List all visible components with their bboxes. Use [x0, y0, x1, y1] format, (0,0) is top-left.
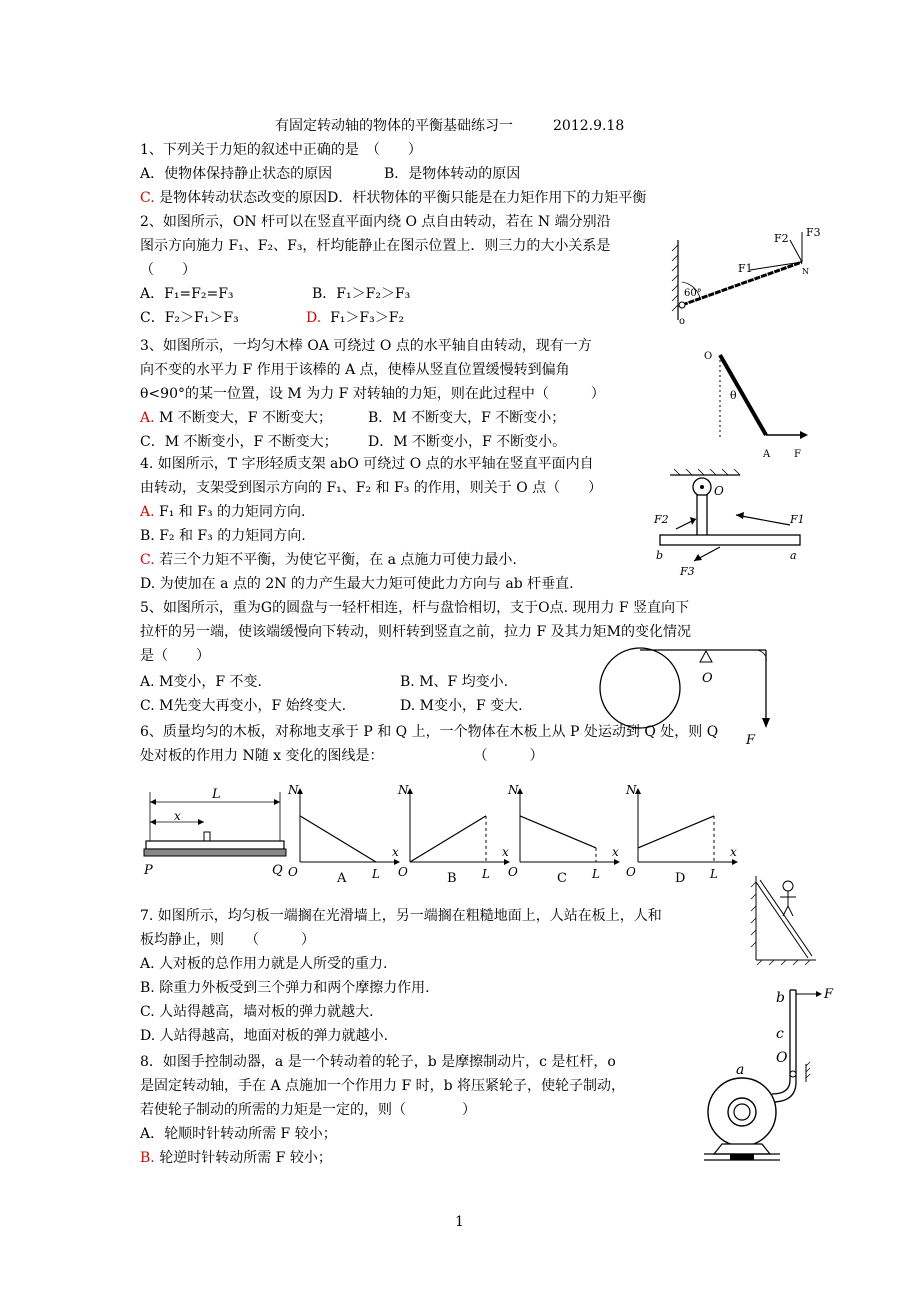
q6-answer-paren: （ ）	[473, 748, 544, 764]
q3-option-d: D．M 不断变小，F 不断变小。	[368, 434, 567, 450]
q5-option-d: D. M变小，F 变大.	[400, 698, 523, 714]
q8-label-a: a	[736, 1062, 745, 1078]
q2-line2: 图示方向施力 F₁、F₂、F₃，杆均能静止在图示位置上．则三力的大小关系是	[140, 238, 611, 254]
graph-n-label: N	[508, 783, 519, 797]
q8-line2: 是固定转动轴，手在 A 点施加一个作用力 F 时，b 将压紧轮子，使轮子制动，	[140, 1078, 626, 1094]
q8-option-b: B. 轮逆时针转动所需 F 较小；	[140, 1150, 332, 1166]
q6-line1: 6、质量均匀的木板，对称地支承于 P 和 Q 上，一个物体在木板上从 P 处运动到 Q 处，则 Q	[140, 724, 719, 740]
q4-option-d: D. 为使加在 a 点的 2N 的力产生最大力矩可使此力方向与 ab 杆垂直.	[140, 576, 574, 592]
q2-option-c: C．F₂＞F₁＞F₃	[140, 310, 239, 326]
q7-option-c: C. 人站得越高，墙对板的弹力就越大.	[140, 1004, 374, 1020]
q8-line3: 若使轮子制动的所需的力矩是一定的，则（ ）	[140, 1102, 476, 1118]
graph-option-B: B	[447, 871, 457, 886]
graph-o-label: O	[398, 865, 408, 879]
q2-figure	[660, 220, 830, 330]
q8-line1: 8．如图手控制动器，a 是一个转动着的轮子，b 是摩擦制动片，c 是杠杆，o	[140, 1054, 616, 1070]
q3-label-f: F	[794, 449, 801, 460]
q4-line2: 由转动，支架受到图示方向的 F₁、F₂ 和 F₃ 的作用，则关于 O 点（ ）	[140, 480, 603, 496]
q3-option-a: A. M 不断变大，F 不断变大；	[140, 410, 332, 426]
q8-option-a: A．轮顺时针转动所需 F 较小；	[140, 1126, 337, 1142]
q2-line3: （ ）	[140, 262, 196, 278]
q8-label-f: F	[824, 987, 834, 1002]
date: 2012.9.18	[553, 118, 625, 134]
q4-label-o: O	[714, 484, 724, 498]
q5-option-c: C. M先变大再变小，F 始终变大.	[140, 698, 347, 714]
graph-x-label: x	[502, 845, 509, 859]
graph-l-label: L	[710, 867, 718, 881]
q4-line1: 4. 如图所示，T 字形轻质支架 abO 可绕过 O 点的水平轴在竖直平面内自	[140, 456, 594, 472]
q3-line3: θ<90°的某一位置，设 M 为力 F 对转轴的力矩，则在此过程中（ ）	[140, 386, 605, 402]
q3-label-o: O	[704, 351, 713, 362]
q5-option-a: A. M变小，F 不变.	[140, 674, 262, 690]
q4-label-f3: F3	[680, 565, 695, 578]
q6-label-p: P	[144, 863, 153, 878]
q4-label-b: b	[656, 549, 664, 562]
graph-l-label: L	[592, 867, 600, 881]
q4-option-b: B. F₂ 和 F₃ 的力矩同方向.	[140, 528, 306, 544]
q5-label-f: F	[746, 733, 756, 748]
q3-option-c: C．M 不断变小，F 不断变大；	[140, 434, 338, 450]
graph-option-D: D	[675, 871, 686, 886]
q3-label-theta: θ	[730, 389, 737, 402]
q3-line1: 3、如图所示，一均匀木棒 OA 可绕过 O 点的水平轴自由转动，现有一方	[140, 338, 592, 354]
q4-figure	[640, 465, 820, 585]
q5-line1: 5、如图所示，重为G的圆盘与一轻杆相连，杆与盘恰相切，支于O点. 现用力 F 竖直向下	[140, 600, 690, 616]
q3-figure	[690, 345, 820, 465]
graph-o-label: O	[508, 865, 518, 879]
q5-label-o: O	[702, 671, 713, 686]
graph-option-A: A	[337, 871, 347, 886]
q2-label-f2: F2	[774, 232, 789, 245]
q4-label-a: a	[790, 549, 797, 562]
graph-o-label: O	[288, 865, 298, 879]
q7-option-a: A. 人对板的总作用力就是人所受的重力.	[140, 956, 388, 972]
q6-line2: 处对板的作用力 N随 x 变化的图线是： （ ）	[140, 748, 544, 764]
q2-option-d: D. F₁＞F₃＞F₂	[306, 310, 405, 326]
q1-stem: 1、下列关于力矩的叙述中正确的是 （ ）	[140, 142, 422, 158]
q6-figure	[140, 782, 750, 892]
q7-figure	[750, 872, 820, 972]
q3-line2: 向不变的水平力 F 作用于该棒的 A 点，使棒从竖直位置缓慢转到偏角	[140, 362, 570, 378]
graph-n-label: N	[398, 783, 409, 797]
q5-line3: 是（ ）	[140, 648, 210, 664]
q4-label-f2: F2	[654, 513, 669, 526]
q3-label-a: A	[763, 449, 771, 460]
q3-option-b: B．M 不断变大，F 不断变小；	[368, 410, 566, 426]
q4-option-a: A. F₁ 和 F₃ 的力矩同方向.	[140, 504, 306, 520]
graph-line-A	[300, 816, 376, 862]
q2-label-f3: F3	[806, 226, 821, 239]
q2-label-f1: F1	[738, 262, 753, 275]
q2-line1: 2、如图所示，ON 杆可以在竖直平面内绕 O 点自由转动，若在 N 端分别沿	[140, 214, 611, 230]
q2-option-a: A．F₁=F₂=F₃	[140, 286, 234, 302]
graph-line-C	[520, 816, 596, 848]
graph-line-B	[410, 816, 486, 862]
graph-x-label: x	[730, 845, 737, 859]
graph-n-label: N	[626, 783, 637, 797]
q1-option-a: A．使物体保持静止状态的原因	[140, 166, 333, 182]
q4-option-c: C. 若三个力矩不平衡，为使它平衡，在 a 点施力可使力最小.	[140, 552, 517, 568]
graph-l-label: L	[482, 867, 490, 881]
q1-option-b: B．是物体转动的原因	[384, 166, 521, 182]
q7-line2: 板均静止，则 （ ）	[140, 932, 315, 948]
q2-option-b: B．F₁＞F₂＞F₃	[312, 286, 411, 302]
q8-label-c: c	[776, 1026, 784, 1042]
graph-n-label: N	[288, 783, 299, 797]
graph-option-C: C	[557, 871, 567, 886]
q6-graph-options	[287, 783, 738, 886]
q6-label-x: x	[174, 809, 181, 823]
page-number: 1	[455, 1214, 464, 1230]
q7-option-b: B. 除重力外板受到三个弹力和两个摩擦力作用.	[140, 980, 430, 996]
q5-line2: 拉杆的另一端，使该端缓慢向下转动，则杆转到竖直之前，拉力 F 及其力矩M的变化情况	[140, 624, 691, 640]
graph-x-label: x	[612, 845, 619, 859]
graph-x-label: x	[392, 845, 399, 859]
graph-o-label: O	[626, 865, 636, 879]
q6-label-l: L	[212, 787, 221, 802]
q6-board-diagram	[143, 787, 286, 878]
q8-label-o: O	[776, 1050, 788, 1066]
q2-label-angle: 60°	[684, 288, 702, 299]
q6-label-q: Q	[272, 863, 283, 878]
q7-line1: 7. 如图所示，均匀板一端搁在光滑墙上，另一端搁在粗糙地面上，人站在板上，人和	[140, 908, 662, 924]
q4-label-f1: F1	[790, 513, 805, 526]
q7-option-d: D. 人站得越高，地面对板的弹力就越小.	[140, 1028, 389, 1044]
q8-figure	[700, 982, 840, 1172]
q1-option-c: C. 是物体转动状态改变的原因D．杆状物体的平衡只能是在力矩作用下的力矩平衡	[140, 190, 647, 206]
graph-l-label: L	[372, 867, 380, 881]
q5-option-b: B. M、F 均变小.	[400, 674, 509, 690]
page-title: 有固定转动轴的物体的平衡基础练习一 2012.9.18	[275, 118, 625, 134]
graph-line-D	[638, 816, 714, 848]
q2-label-o: o	[679, 316, 686, 327]
q2-label-n: N	[802, 267, 809, 276]
q8-label-b: b	[776, 990, 785, 1006]
